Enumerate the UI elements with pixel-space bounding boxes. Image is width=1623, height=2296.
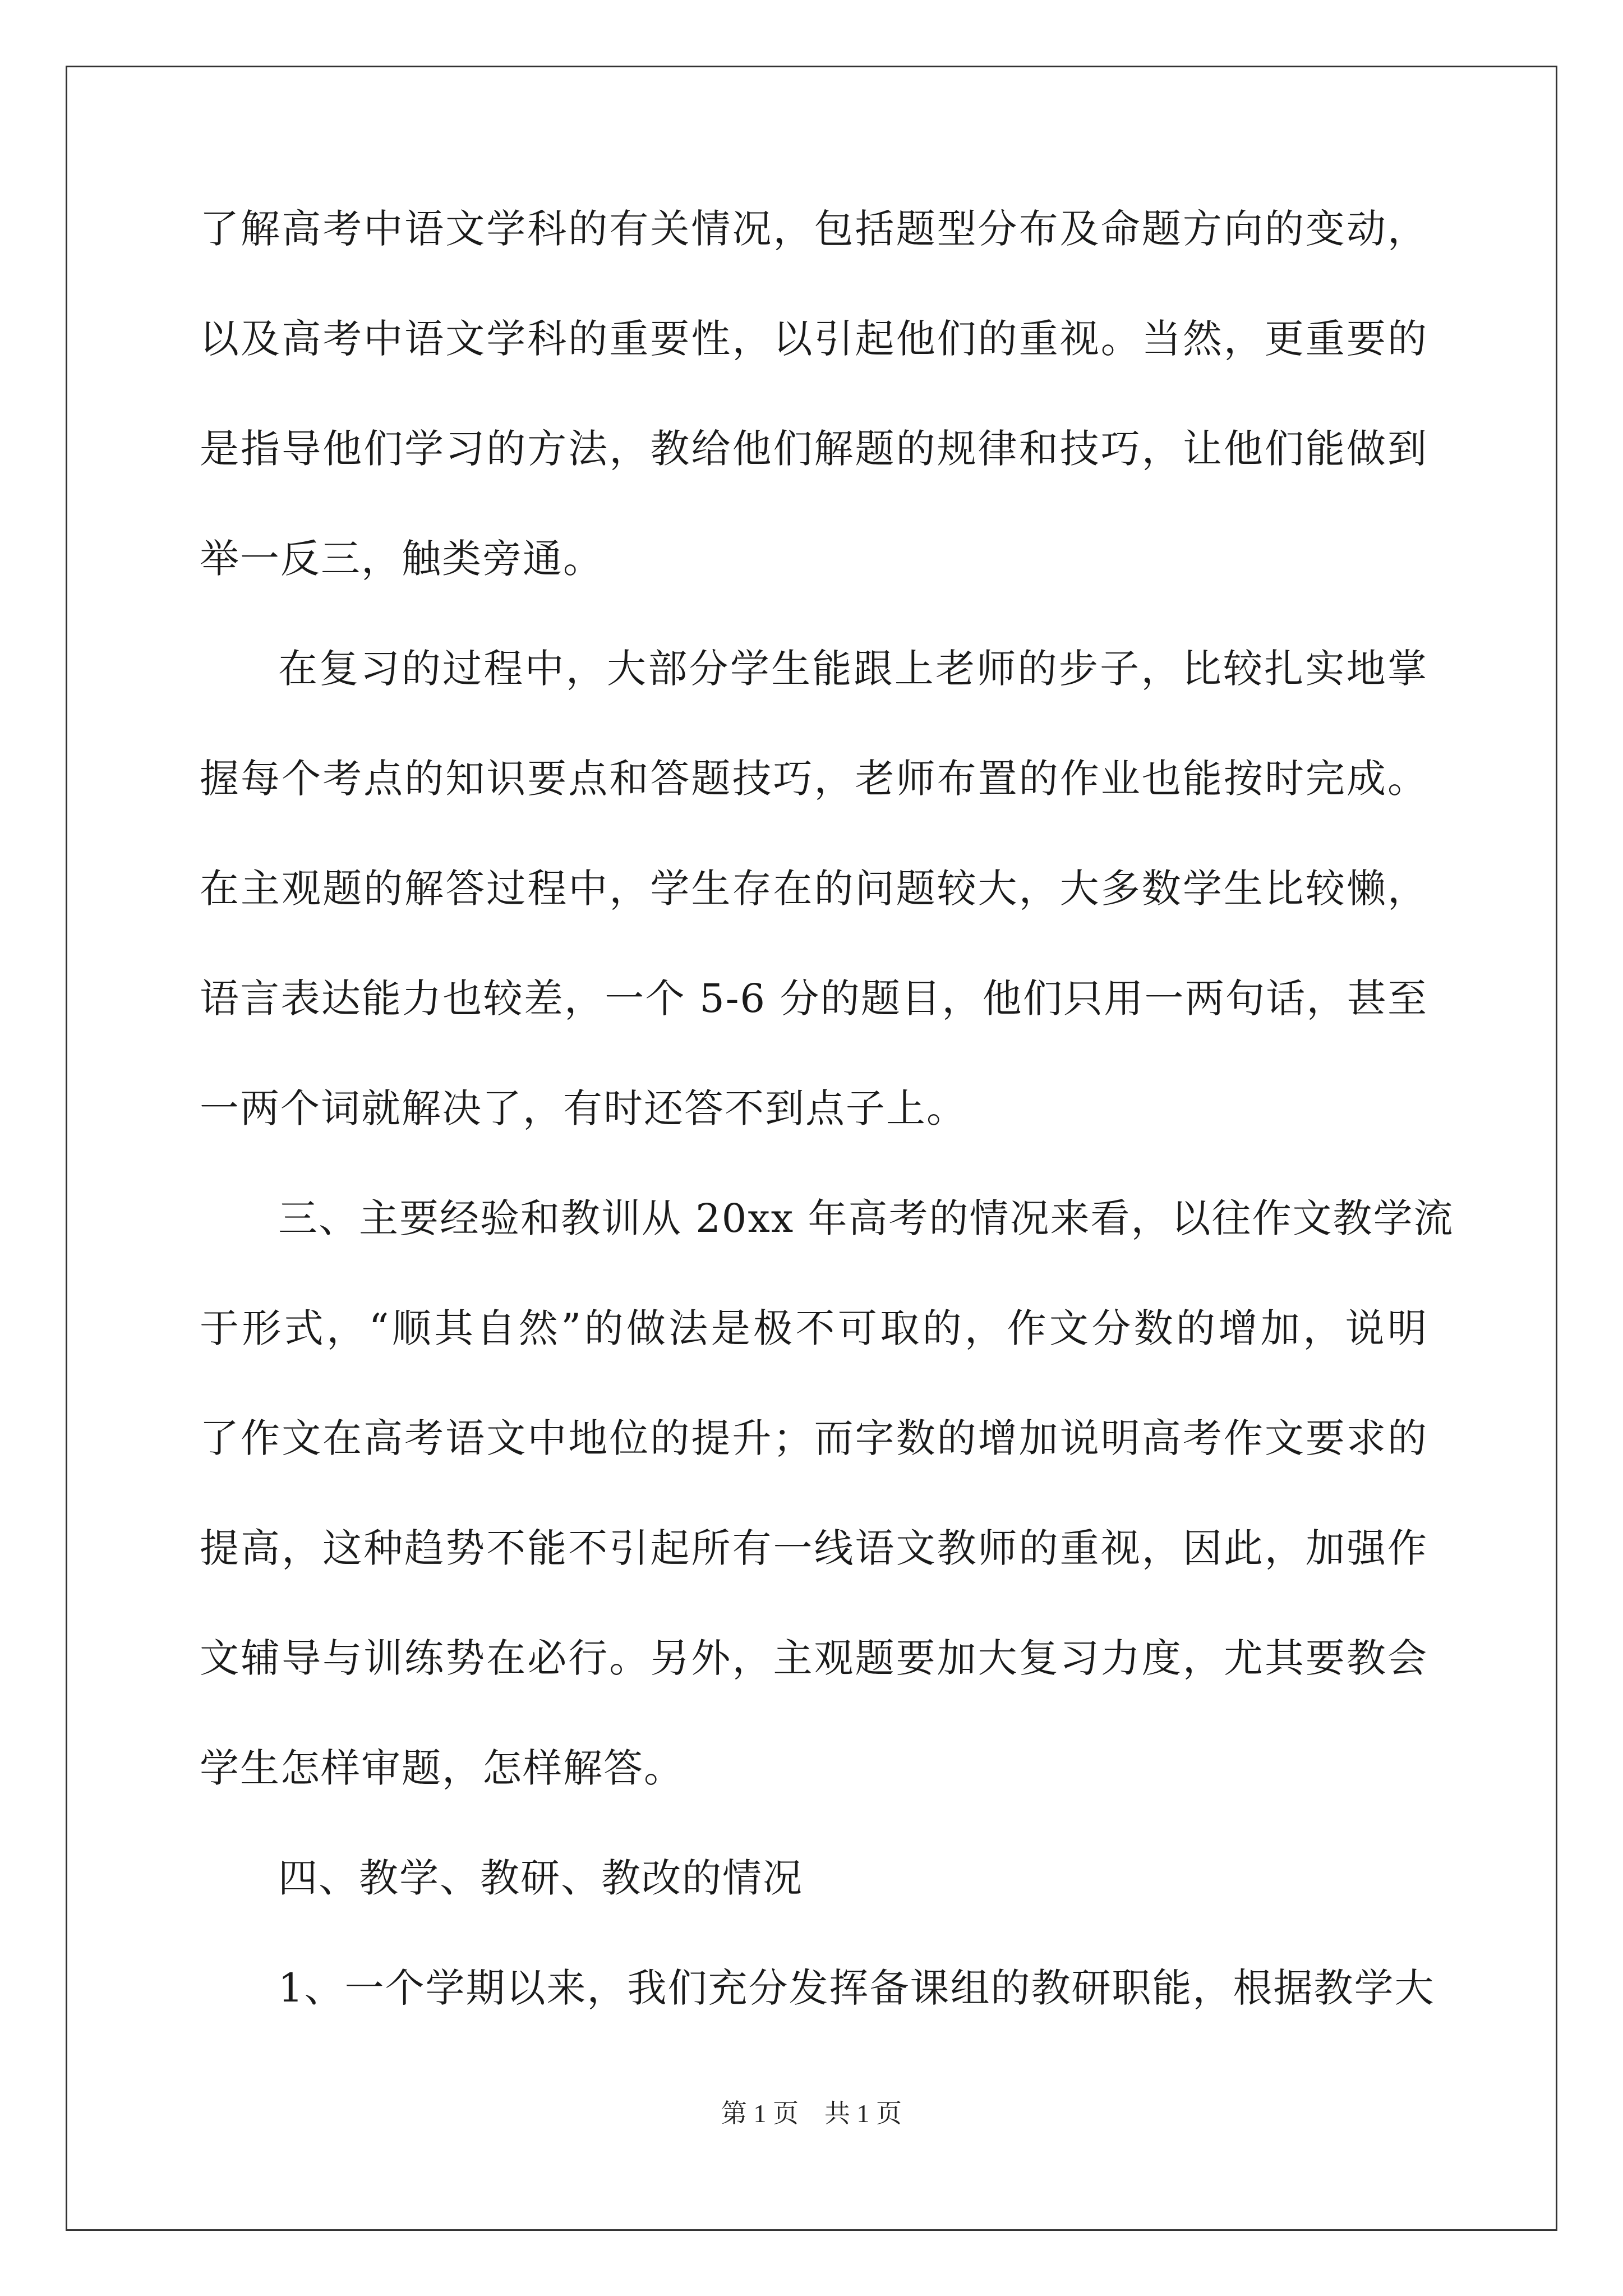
page-footer xyxy=(0,2097,1623,2131)
text-line: 举一反三，触类旁通。 xyxy=(200,536,603,582)
page-border xyxy=(66,66,1557,2231)
text-line: 在复习的过程中，大部分学生能跟上老师的步子，比较扎实地掌 xyxy=(278,646,1428,692)
text-line: 三、主要经验和教训从 20xx 年高考的情况来看，以往作文教学流 xyxy=(278,1195,1454,1241)
text-line: 握每个考点的知识要点和答题技巧，老师布置的作业也能按时完成。 xyxy=(200,756,1428,802)
text-line: 提高，这种趋势不能不引起所有一线语文教师的重视，因此，加强作 xyxy=(200,1525,1428,1571)
text-line: 以及高考中语文学科的重要性，以引起他们的重视。当然，更重要的 xyxy=(200,316,1428,362)
text-line: 语言表达能力也较差，一个 5-6 分的题目，他们只用一两句话，甚至 xyxy=(200,976,1428,1022)
text-line: 在主观题的解答过程中，学生存在的问题较大，大多数学生比较懒， xyxy=(200,866,1428,912)
text-line: 文辅导与训练势在必行。另外，主观题要加大复习力度，尤其要教会 xyxy=(200,1635,1428,1681)
section-heading: 四、教学、教研、教改的情况 xyxy=(278,1855,803,1901)
text-line: 一两个词就解决了，有时还答不到点子上。 xyxy=(200,1085,967,1131)
page-total: 共 1 页 xyxy=(824,2099,902,2128)
text-line: 于形式，“顺其自然”的做法是极不可取的，作文分数的增加，说明 xyxy=(200,1305,1428,1351)
page-number: 第 1 页 xyxy=(721,2099,799,2128)
text-line: 了作文在高考语文中地位的提升；而字数的增加说明高考作文要求的 xyxy=(200,1415,1428,1461)
text-line: 是指导他们学习的方法，教给他们解题的规律和技巧，让他们能做到 xyxy=(200,426,1428,472)
text-line: 学生怎样审题，怎样解答。 xyxy=(200,1745,684,1791)
text-line: 1、一个学期以来，我们充分发挥备课组的教研职能，根据教学大 xyxy=(278,1965,1435,2011)
text-line: 了解高考中语文学科的有关情况，包括题型分布及命题方向的变动， xyxy=(200,206,1428,252)
